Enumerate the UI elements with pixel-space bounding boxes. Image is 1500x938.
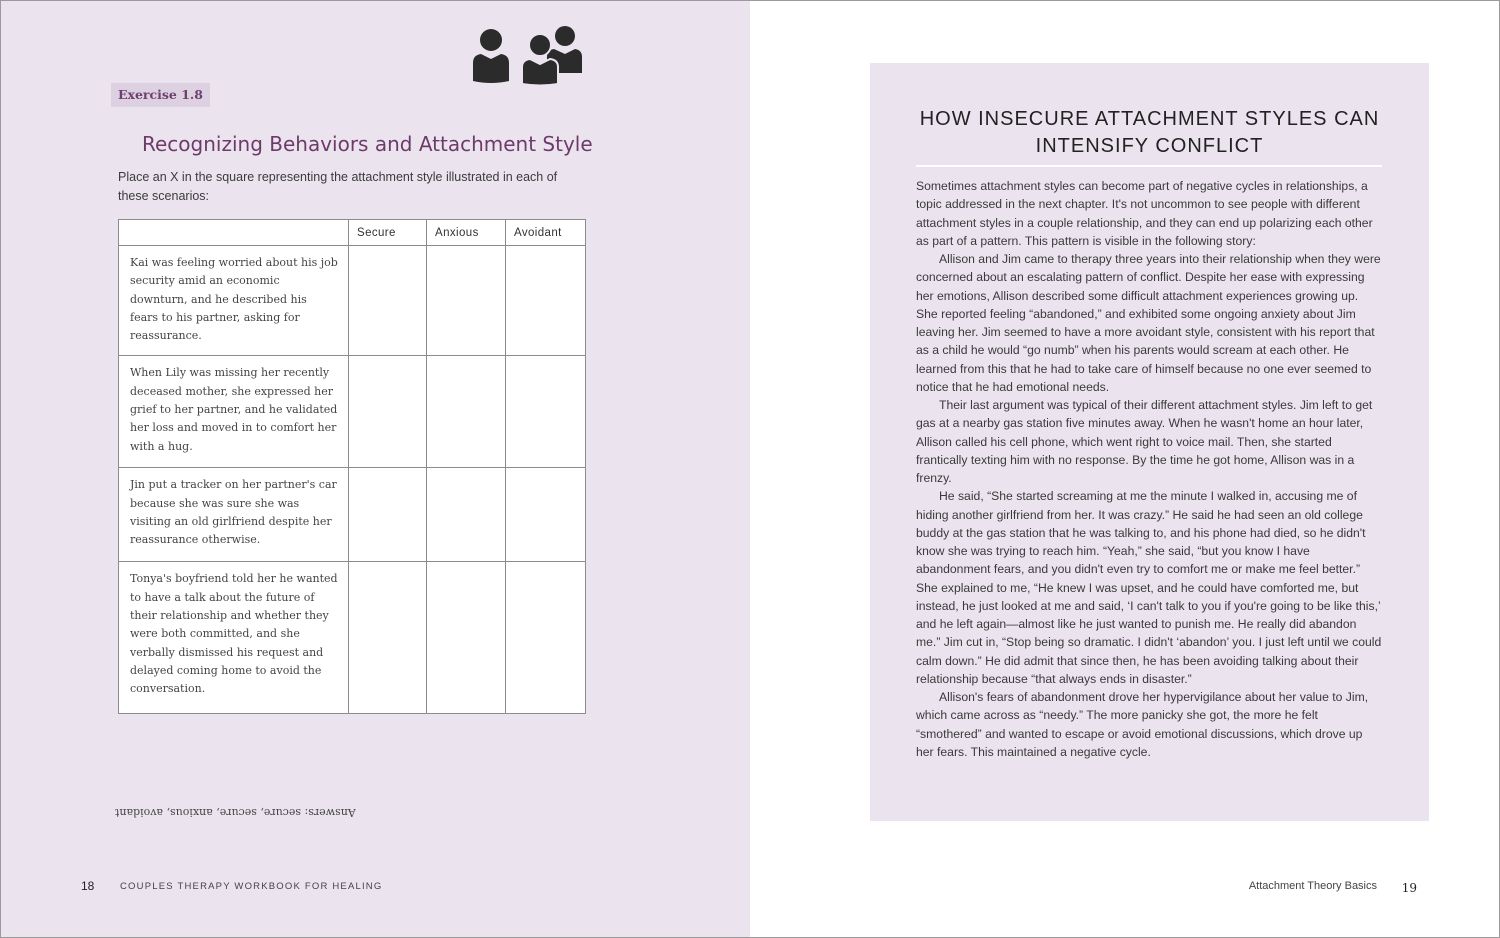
checkbox-cell-secure[interactable] <box>349 468 427 562</box>
sidebar-body <box>916 177 1382 761</box>
answers-upside-down: Answers: secure, secure, anxious, avoidant <box>115 806 356 819</box>
checkbox-cell-avoidant[interactable] <box>506 356 586 468</box>
exercise-label: Exercise 1.8 <box>111 83 210 107</box>
table-row <box>119 356 586 468</box>
table-header-row <box>119 220 586 246</box>
paragraph: Sometimes attachment styles can become part of negative cycles in relationships, a topic addressed in the next chapter. It's not uncommon to see people with different attachment styles in a couple relationship, and they can end up polarizing each other as part of a pattern. This pattern is visible in the following story: <box>916 179 1373 248</box>
column-header-anxious: Anxious <box>427 220 506 246</box>
scenario-text: Tonya's boyfriend told her he wanted to have a talk about the future of their relationship and whether they were both committed, and she verbally dismissed his request and delayed coming home to avoid the conversation. <box>119 562 349 714</box>
person-icon <box>473 29 509 83</box>
paragraph: Allison and Jim came to therapy three years into their relationship when they were concerned about an escalating pattern of conflict. Despite her ease with expressing her emotions, Allison described some difficult attachment experiences growing up. She reported feeling “abandoned,” and exhibited some ongoing anxiety about Jim leaving her. Jim seemed to have a more avoidant style, consistent with his report that as a child he would “go numb” when his parents would scream at each other. He learned from this that he had to take care of himself because no one ever seemed to notice that he had emotional needs. <box>916 252 1381 394</box>
running-title-right: Attachment Theory Basics <box>1248 880 1377 892</box>
people-icon <box>471 23 585 87</box>
scenario-text: When Lily was missing her recently deceased mother, she expressed her grief to her partner, and he validated her loss and moved in to comfort her with a hug. <box>119 356 349 468</box>
scenario-text: Jin put a tracker on her partner's car because she was sure she was visiting an old girlfriend despite her reassurance otherwise. <box>119 468 349 562</box>
sidebar-box <box>870 63 1429 821</box>
checkbox-cell-avoidant[interactable] <box>506 246 586 356</box>
checkbox-cell-anxious[interactable] <box>427 246 506 356</box>
checkbox-cell-avoidant[interactable] <box>506 562 586 714</box>
page-number-right: 19 <box>1401 881 1417 895</box>
checkbox-cell-secure[interactable] <box>349 356 427 468</box>
checkbox-cell-anxious[interactable] <box>427 562 506 714</box>
column-header-avoidant: Avoidant <box>506 220 586 246</box>
column-header-secure: Secure <box>349 220 427 246</box>
checkbox-cell-secure[interactable] <box>349 246 427 356</box>
checkbox-cell-secure[interactable] <box>349 562 427 714</box>
exercise-instruction: Place an X in the square representing the attachment style illustrated in each of these scenarios: <box>118 170 558 203</box>
table-header-blank <box>119 220 349 246</box>
paragraph: He said, “She started screaming at me the minute I walked in, accusing me of hiding another girlfriend from her. It was crazy.” He said he had seen an old college buddy at the gas station that he was talking to, and his phone had died, so he didn't know she was trying to reach him. “Yeah,” she said, “but you know I have abandonment fears, and you didn't even try to comfort me or make me feel better.” She explained to me, “He knew I was upset, and he could have comforted me, but instead, he just looked at me and said, ‘I can't talk to you if you're going to be like this,’ and he left again—almost like he just wanted to punish me. He really did abandon me.” Jim cut in, “Stop being so dramatic. I didn't ‘abandon’ you. I just left until we could calm down.” He did admit that since then, he has been avoiding talking about their relationship because “that always ends in disaster.” <box>916 489 1382 686</box>
checkbox-cell-anxious[interactable] <box>427 468 506 562</box>
scenario-text: Kai was feeling worried about his job security amid an economic downturn, and he described his fears to his partner, asking for reassurance. <box>119 246 349 356</box>
sidebar-title: HOW INSECURE ATTACHMENT STYLES CAN INTENSIFY CONFLICT <box>919 108 1380 157</box>
paragraph: Their last argument was typical of their different attachment styles. Jim left to get gas at a nearby gas station five minutes away. When he wasn't home an hour later, Allison called his cell phone, which went right to voice mail. Then, she started frantically texting him with no response. By the time he got home, Allison was in a frenzy. <box>916 398 1373 485</box>
running-title-left: COUPLES THERAPY WORKBOOK FOR HEALING <box>120 881 383 892</box>
table-row <box>119 468 586 562</box>
right-page <box>750 1 1499 937</box>
exercise-title: Recognizing Behaviors and Attachment Style <box>142 132 593 156</box>
page-number-left: 18 <box>81 879 95 893</box>
table-row <box>119 562 586 714</box>
paragraph: Allison's fears of abandonment drove her hypervigilance about her value to Jim, which came across as “needy.” The more panicky she got, the more he felt “smothered” and wanted to escape or avoid emotional discussions, which drove up her fears. This maintained a negative cycle. <box>916 690 1369 759</box>
left-page <box>1 1 750 937</box>
table-row <box>119 246 586 356</box>
checkbox-cell-anxious[interactable] <box>427 356 506 468</box>
divider <box>916 165 1382 167</box>
couple-icon <box>522 26 582 86</box>
checkbox-cell-avoidant[interactable] <box>506 468 586 562</box>
attachment-style-table <box>118 219 586 714</box>
